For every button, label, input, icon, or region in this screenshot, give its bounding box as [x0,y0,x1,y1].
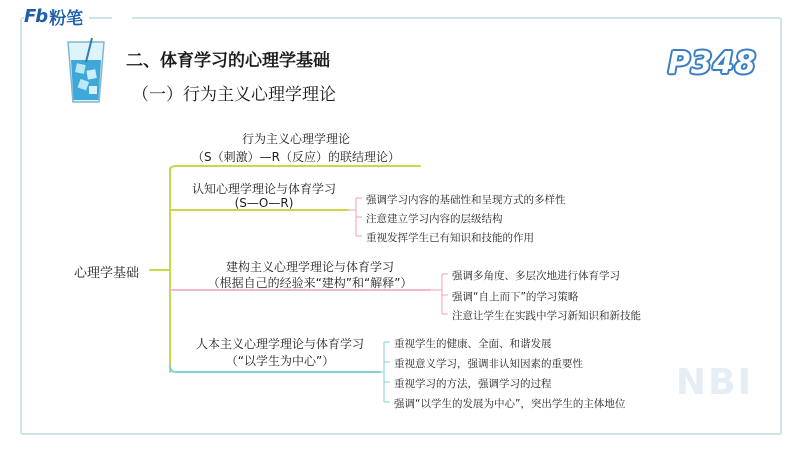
branch-3-point: 强调“自上而下”的学习策略 [452,291,579,303]
branch-3-point: 注意让学生在实践中学习新知识和新技能 [452,310,641,322]
branch-2-point: 强调学习内容的基础性和呈现方式的多样性 [366,194,566,206]
section-heading: 二、体育学习的心理学基础 [126,51,330,71]
section-subheading: （一）行为主义心理学理论 [132,85,336,105]
branch-4-title: 人本主义心理学理论与体育学习 [195,337,364,351]
branch-4-point: 强调“以学生的发展为中心”，突出学生的主体地位 [394,398,626,410]
brand-name: 粉笔 [49,9,84,29]
branch-1-line [170,166,420,170]
watermark: NBI [676,362,753,403]
branch-4-subtitle: （“以学生为中心”） [225,354,335,368]
branch-2-point: 重视发挥学生已有知识和技能的作用 [366,232,534,244]
branch-4-bracket [380,342,390,402]
page-number: P348 [668,46,757,81]
branch-1-title: 行为主义心理学理论 [241,132,350,146]
branch-2-point: 注意建立学习内容的层级结构 [366,213,503,225]
branch-3-title: 建构主义心理学理论与体育学习 [225,260,394,274]
branch-2-subtitle: (S—O—R) [234,196,294,210]
branch-4-point: 重视学生的健康、全面、和谐发展 [394,338,552,350]
branch-3-point: 强调多角度、多层次地进行体育学习 [452,270,620,282]
branch-4-point: 重视意义学习，强调非认知因素的重要性 [394,358,583,370]
branch-2-title: 认知心理学理论与体育学习 [191,182,336,196]
branch-1-subtitle: （S（刺激）—R（反应）的联结理论） [192,150,400,164]
branch-2-bracket [348,198,362,236]
brand-mark: Fb [24,6,48,27]
branch-3-subtitle: （根据自己的经验来“建构”和“解释”） [207,276,413,290]
mindmap-root: 心理学基础 [74,266,140,281]
branch-4-point: 重视学习的方法，强调学习的过程 [394,378,552,390]
